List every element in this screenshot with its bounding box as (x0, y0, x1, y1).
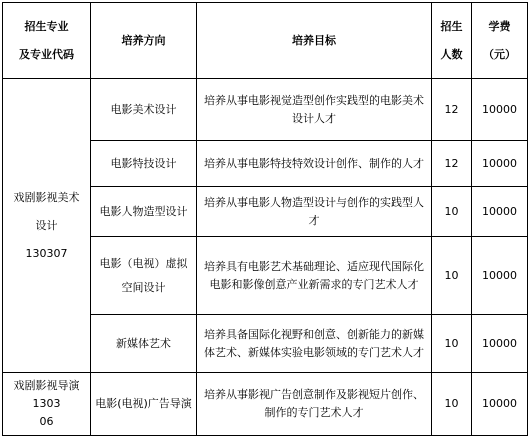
header-row (3, 3, 528, 79)
fee-cell: 10000 (472, 237, 528, 315)
major-name-line2: 设计 (35, 218, 58, 232)
count-cell: 10 (432, 315, 472, 373)
count-cell: 12 (432, 141, 472, 187)
header-goal: 培养目标 (197, 3, 432, 79)
header-major-line1: 招生专业 (24, 19, 69, 33)
direction-cell: 电影美术设计 (91, 79, 197, 141)
major-name-line2: 06 (39, 415, 54, 428)
direction-cell: 电影(电视)广告导演 (91, 373, 197, 436)
count-cell: 12 (432, 79, 472, 141)
major-cell (3, 373, 91, 436)
direction-cell: 电影特技设计 (91, 141, 197, 187)
fee-cell: 10000 (472, 315, 528, 373)
header-fee-line1: 学费 (488, 19, 511, 33)
header-fee (472, 3, 528, 79)
goal-cell: 培养从事电影特技特效设计创作、制作的人才 (197, 141, 432, 187)
header-fee-line2: （元） (483, 47, 516, 61)
admissions-table (2, 2, 528, 436)
major-code: 130307 (25, 246, 68, 260)
header-count (432, 3, 472, 79)
major-name-line1: 戏剧影视美术 (13, 190, 80, 204)
direction-line1: 电影（电视）虚拟 (99, 256, 188, 270)
header-count-line2: 人数 (440, 47, 463, 61)
goal-cell: 培养从事影视广告创意制作及影视短片创作、制作的专门艺术人才 (197, 373, 432, 436)
goal-cell: 培养具有电影艺术基础理论、适应现代国际化电影和影像创意产业新需求的专门艺术人才 (197, 237, 432, 315)
goal-cell: 培养从事电影人物造型设计与创作的实践型人才 (197, 187, 432, 237)
direction-cell: 新媒体艺术 (91, 315, 197, 373)
fee-cell: 10000 (472, 141, 528, 187)
direction-cell (91, 237, 197, 315)
major-name-line1: 戏剧影视导演1303 (13, 379, 80, 410)
fee-cell: 10000 (472, 187, 528, 237)
direction-cell: 电影人物造型设计 (91, 187, 197, 237)
table-row (3, 79, 528, 141)
count-cell: 10 (432, 373, 472, 436)
major-cell (3, 79, 91, 373)
header-major (3, 3, 91, 79)
table-row (3, 373, 528, 436)
goal-cell: 培养从事电影视觉造型创作实践型的电影美术设计人才 (197, 79, 432, 141)
direction-line2: 空间设计 (121, 280, 166, 294)
count-cell: 10 (432, 237, 472, 315)
header-direction: 培养方向 (91, 3, 197, 79)
fee-cell: 10000 (472, 373, 528, 436)
header-count-line1: 招生 (440, 19, 463, 33)
header-major-line2: 及专业代码 (19, 47, 74, 61)
count-cell: 10 (432, 187, 472, 237)
goal-cell: 培养具备国际化视野和创意、创新能力的新媒体艺术、新媒体实验电影领域的专门艺术人才 (197, 315, 432, 373)
fee-cell: 10000 (472, 79, 528, 141)
